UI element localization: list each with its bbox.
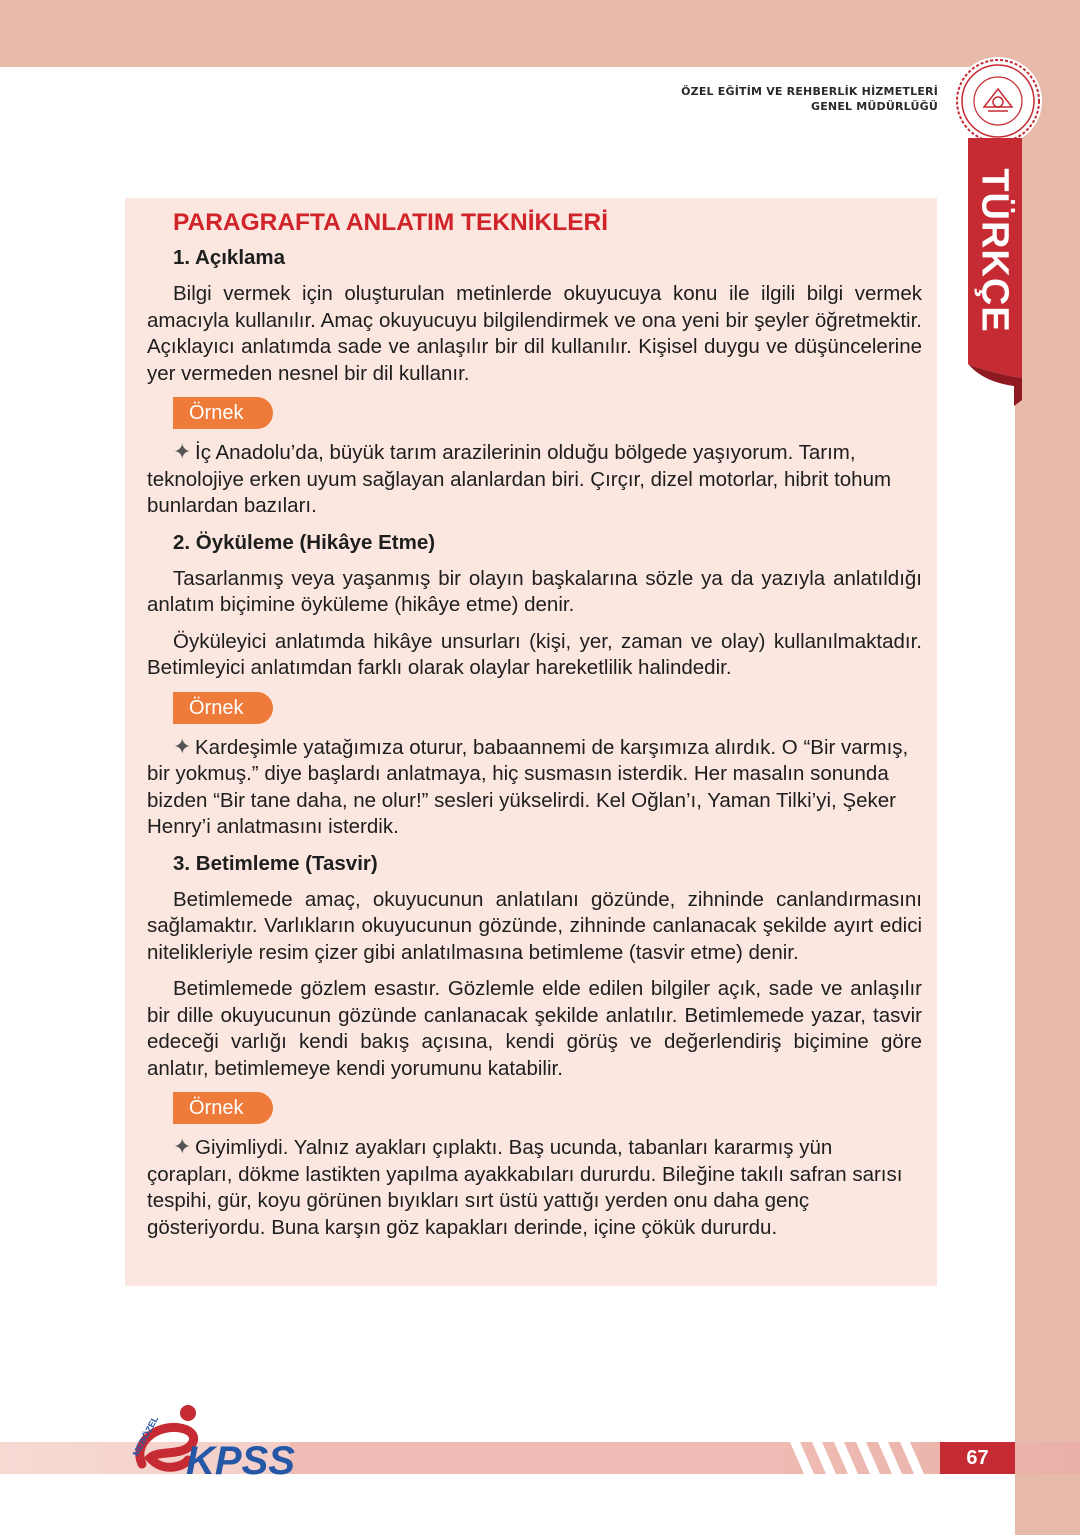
paragraph: Tasarlanmış veya yaşanmış bir olayın başkalarına sözle ya da yazıyla anlatıldığı anlatım biçimine öyküleme (hikâye etme) denir. (147, 566, 922, 616)
example-badge: Örnek (173, 692, 273, 724)
sparkle-icon: ✦ (173, 439, 192, 464)
paragraph: Bilgi vermek için oluşturulan metinlerde okuyucuya konu ile ilgili bilgi vermek amacıyla kullanılır. Amaç okuyucuyu bilgilendirmek ve ona yeni bir şeyler öğretmektir. Açıklayıcı anlatımda sade ve anlaşılır bir dil kullanılır. Kişisel duygu ve düşüncelerine yer vermeden nesnel bir dil kullanır. (147, 282, 922, 385)
example-body: Kardeşimle yatağımıza oturur, babaannemi de karşımıza alırdık. O “Bir varmış, bir yokmuş.” diye başlardı anlatmaya, hiç susmasın isterdik. Her masalın sonunda bizden “Bir tane daha, ne olur!” sesleri yükselirdi. Kel Oğlan’ı, Yaman Tilki’yi, Şeker Henry’i anlatmasını isterdik. (147, 735, 909, 838)
example-badge: Örnek (173, 397, 273, 429)
example-body: Giyimliydi. Yalnız ayakları çıplaktı. Baş ucunda, tabanları kararmış yün çorapları, dökme lastikten yapılma ayakkabıları dururdu. Bileğine takılı safran sarısı tespihi, gür, koyu görünen bıyıkları sırt üstü yattığı yerden onu daha genç gösteriyordu. Buna karşın göz kapakları derinde, içine çökük dururdu. (147, 1136, 903, 1239)
example-body: İç Anadolu’da, büyük tarım arazilerinin olduğu bölgede yaşıyorum. Tarım, teknolojiye erken uyum sağlayan alanlardan biri. Çırçır, dizel motorlar, hibrit tohum bunlardan bazıları. (147, 441, 892, 517)
content (147, 207, 922, 1251)
paragraph: Betimlemede gözlem esastır. Gözlemle elde edilen bilgiler açık, sade ve anlaşılır bir dille okuyucunun gözünde canlanacak şekilde anlatılır. Betimlemede yazar, tasvir edeceği varlığı kendi bakış açısına, kendi görüş ve değerlendiriş biçimine göre anlatır, betimlemeye kendi yorumunu katabilir. (147, 977, 922, 1080)
example-text (147, 1134, 922, 1241)
subject-tab-label: TÜRKÇE (973, 167, 1016, 333)
ekpss-logo (128, 1402, 298, 1482)
example-text (147, 439, 922, 520)
sparkle-icon: ✦ (173, 733, 192, 759)
header-org-line2: GENEL MÜDÜRLÜĞÜ (810, 100, 938, 113)
page-title: PARAGRAFTA ANLATIM TEKNİKLERİ (173, 209, 609, 236)
paragraph: Betimlemede amaç, okuyucunun anlatılanı gözünde, zihninde canlandırmasını sağlamaktır. Varlıkların okuyucunun gözünde, zihninde canlanacak şekilde ayırt edici nitelikleriyle resim çizer gibi anlatılmasına betimleme (tasvir etme) denir. (147, 887, 922, 964)
ministry-seal-icon (952, 55, 1044, 147)
section-heading: 2. Öyküleme (Hikâye Etme) (173, 530, 436, 554)
logo-main-text: KPSS (186, 1439, 295, 1482)
example-text (147, 734, 922, 841)
header-org (681, 84, 938, 114)
page-number (940, 1442, 1015, 1474)
example-badge: Örnek (173, 1092, 273, 1124)
top-band (0, 0, 1080, 67)
paragraph: Öyküleyici anlatımda hikâye unsurları (kişi, yer, zaman ve olay) kullanılmaktadır. Betimleyici anlatımdan farklı olarak olaylar hareketlilik halindedir. (147, 629, 922, 679)
sparkle-icon: ✦ (173, 1134, 192, 1159)
page-number-label: 67 (966, 1446, 989, 1469)
logo-small-text: MEBÖZEL (130, 1414, 161, 1458)
subject-tab (967, 160, 1021, 340)
footer-stripe-mid (290, 1442, 780, 1474)
section-heading: 1. Açıklama (173, 246, 286, 269)
section-heading: 3. Betimleme (Tasvir) (173, 851, 378, 875)
footer-slashes (782, 1442, 942, 1474)
header-org-line1: ÖZEL EĞİTİM VE REHBERLİK HİZMETLERİ (681, 85, 938, 98)
